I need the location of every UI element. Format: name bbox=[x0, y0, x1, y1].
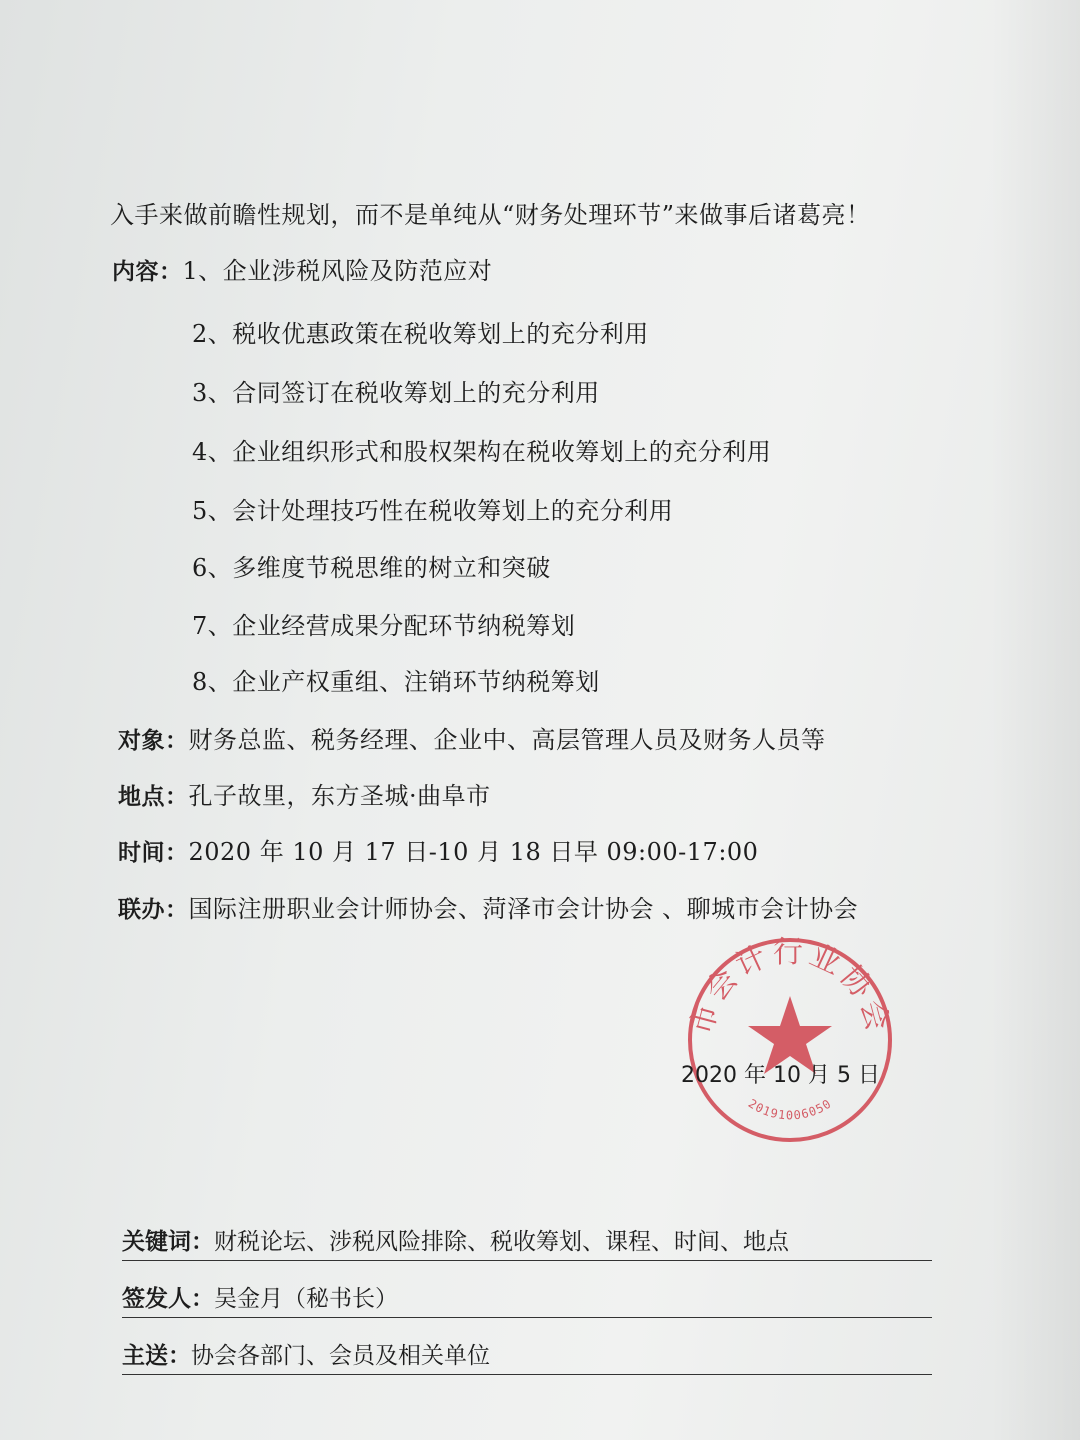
send-value: 协会各部门、会员及相关单位 bbox=[191, 1343, 490, 1369]
content-item-6: 6、多维度节税思维的树立和突破 bbox=[192, 554, 551, 582]
footer-send-to bbox=[122, 1340, 932, 1375]
official-seal bbox=[680, 930, 900, 1150]
send-label: 主送： bbox=[122, 1343, 191, 1369]
joint-value: 国际注册职业会计师协会、菏泽市会计协会 、聊城市会计协会 bbox=[188, 895, 859, 923]
keywords-label: 关键词： bbox=[122, 1229, 214, 1255]
time-label: 时间： bbox=[118, 840, 189, 866]
place-value: 孔子故里，东方圣城·曲阜市 bbox=[188, 782, 491, 810]
intro-text: 入手来做前瞻性规划，而不是单纯从“财务处理环节”来做事后诸葛亮！ bbox=[110, 201, 871, 229]
time-line bbox=[118, 836, 758, 869]
seal-number: 20191006050 bbox=[745, 1096, 835, 1123]
joint-line bbox=[118, 893, 858, 926]
footer-issuer bbox=[122, 1283, 932, 1318]
content-label: 内容： bbox=[112, 259, 183, 285]
content-item-5: 5、会计处理技巧性在税收筹划上的充分利用 bbox=[192, 497, 674, 525]
place-label: 地点： bbox=[118, 784, 189, 810]
content-item-1: 1、企业涉税风险及防范应对 bbox=[182, 257, 493, 285]
content-item-7: 7、企业经营成果分配环节纳税筹划 bbox=[192, 612, 576, 640]
footer-keywords bbox=[122, 1226, 932, 1261]
issuer-value: 吴金月（秘书长） bbox=[214, 1286, 398, 1312]
target-label: 对象： bbox=[118, 728, 189, 754]
place-line bbox=[118, 780, 491, 813]
issuer-label: 签发人： bbox=[122, 1286, 214, 1312]
target-line bbox=[118, 724, 826, 757]
content-item-3: 3、合同签订在税收筹划上的充分利用 bbox=[192, 379, 600, 407]
content-item-8: 8、企业产权重组、注销环节纳税筹划 bbox=[192, 668, 600, 696]
target-value: 财务总监、税务经理、企业中、高层管理人员及财务人员等 bbox=[188, 726, 826, 754]
page-shadow bbox=[990, 0, 1080, 1440]
seal-text: 市会计行业协会 bbox=[684, 935, 896, 1039]
content-item-4: 4、企业组织形式和股权架构在税收筹划上的充分利用 bbox=[192, 438, 772, 466]
content-first-line bbox=[112, 255, 492, 288]
joint-label: 联办： bbox=[118, 897, 189, 923]
content-item-2: 2、税收优惠政策在税收筹划上的充分利用 bbox=[192, 320, 649, 348]
time-value: 2020 年 10 月 17 日-10 月 18 日早 09:00-17:00 bbox=[188, 838, 759, 866]
issue-date: 2020 年 10 月 5 日 bbox=[681, 1063, 880, 1088]
keywords-value: 财税论坛、涉税风险排除、税收筹划、课程、时间、地点 bbox=[214, 1229, 789, 1255]
